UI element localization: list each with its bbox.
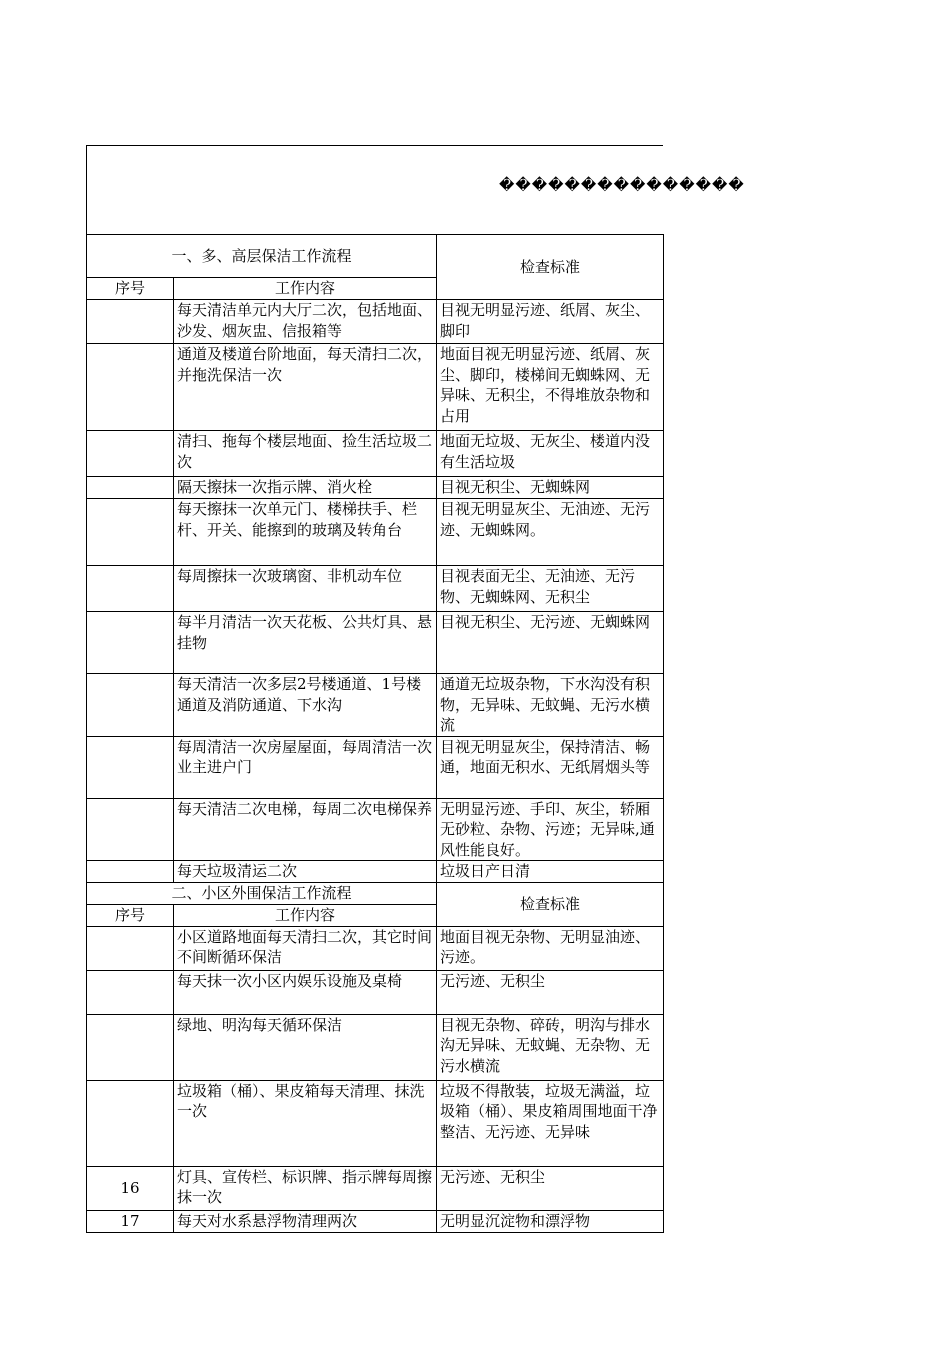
check-standard: 通道无垃圾杂物，下水沟没有积物，无异味、无蚊蝇、无污水横流	[437, 674, 664, 737]
table-row	[87, 674, 664, 737]
table-row	[87, 1014, 664, 1080]
work-content: 每天清洁单元内大厅二次，包括地面、沙发、烟灰盅、信报箱等	[174, 300, 437, 344]
check-standard: 目视无明显污迹、纸屑、灰尘、脚印	[437, 300, 664, 344]
column-header-no: 序号	[87, 278, 174, 300]
table-row	[87, 1210, 664, 1232]
table-row	[87, 300, 664, 344]
table-row	[87, 926, 664, 970]
table-row	[87, 861, 664, 883]
table-row	[87, 344, 664, 431]
section-heading-row	[87, 882, 664, 904]
check-standard: 目视无积尘、无污迹、无蜘蛛网	[437, 612, 664, 674]
row-number	[87, 1080, 174, 1166]
row-number	[87, 736, 174, 798]
table-row	[87, 1080, 664, 1166]
work-content: 每天对水系悬浮物清理两次	[174, 1210, 437, 1232]
table-row	[87, 798, 664, 861]
row-number	[87, 300, 174, 344]
work-content: 小区道路地面每天清扫二次，其它时间不间断循环保洁	[174, 926, 437, 970]
work-content: 每周擦抹一次玻璃窗、非机动车位	[174, 566, 437, 612]
work-content: 每周清洁一次房屋屋面，每周清洁一次业主进户门	[174, 736, 437, 798]
work-content: 每天垃圾清运二次	[174, 861, 437, 883]
check-standard: 无污迹、无积尘	[437, 970, 664, 1014]
row-number	[87, 566, 174, 612]
cleaning-standard-sheet	[86, 145, 745, 1233]
table-row	[87, 566, 664, 612]
row-number	[87, 612, 174, 674]
work-content: 隔天擦抹一次指示牌、消火栓	[174, 477, 437, 499]
row-number	[87, 798, 174, 861]
column-header-content: 工作内容	[174, 278, 437, 300]
check-standard: 目视无积尘、无蜘蛛网	[437, 477, 664, 499]
table-row	[87, 736, 664, 798]
row-number: 17	[87, 1210, 174, 1232]
check-standard: 目视无杂物、碎砖，明沟与排水沟无异味、无蚊蝇、无杂物、无污水横流	[437, 1014, 664, 1080]
row-number	[87, 431, 174, 477]
row-number	[87, 970, 174, 1014]
check-standard: 目视无明显灰尘、无油迹、无污迹、无蜘蛛网。	[437, 499, 664, 566]
check-standard: 目视无明显灰尘，保持清洁、畅通，地面无积水、无纸屑烟头等	[437, 736, 664, 798]
check-standard: 地面目视无明显污迹、纸屑、灰尘、脚印，楼梯间无蜘蛛网、无异味、无积尘，不得堆放杂物和占用	[437, 344, 664, 431]
check-standard: 无污迹、无积尘	[437, 1166, 664, 1210]
work-table	[86, 234, 664, 1233]
row-number	[87, 674, 174, 737]
check-standard: 目视表面无尘、无油迹、无污物、无蜘蛛网、无积尘	[437, 566, 664, 612]
check-standard: 垃圾日产日清	[437, 861, 664, 883]
row-number	[87, 499, 174, 566]
standard-header: 检查标准	[437, 882, 664, 926]
row-number	[87, 926, 174, 970]
row-number	[87, 477, 174, 499]
table-row	[87, 499, 664, 566]
work-content: 灯具、宣传栏、标识牌、指示牌每周擦抹一次	[174, 1166, 437, 1210]
column-header-no: 序号	[87, 904, 174, 926]
check-standard: 地面目视无杂物、无明显油迹、污迹。	[437, 926, 664, 970]
section-heading: 二、小区外围保洁工作流程	[87, 882, 437, 904]
work-content: 通道及楼道台阶地面，每天清扫二次，并拖洗保洁一次	[174, 344, 437, 431]
check-standard: 无明显沉淀物和漂浮物	[437, 1210, 664, 1232]
row-number: 16	[87, 1166, 174, 1210]
work-content: 垃圾箱（桶）、果皮箱每天清理、抹洗一次	[174, 1080, 437, 1166]
section-heading-row	[87, 235, 664, 278]
row-number	[87, 1014, 174, 1080]
work-content: 清扫、拖每个楼层地面、捡生活垃圾二次	[174, 431, 437, 477]
check-standard: 垃圾不得散装，垃圾无满溢，垃圾箱（桶）、果皮箱周围地面干净整洁、无污迹、无异味	[437, 1080, 664, 1166]
work-content: 每天清洁一次多层2号楼通道、1号楼通道及消防通道、下水沟	[174, 674, 437, 737]
work-content: 每天清洁二次电梯，每周二次电梯保养	[174, 798, 437, 861]
work-content: 每半月清洁一次天花板、公共灯具、悬挂物	[174, 612, 437, 674]
standard-header: 检查标准	[437, 235, 664, 300]
table-row	[87, 431, 664, 477]
check-standard: 无明显污迹、手印、灰尘，轿厢无砂粒、杂物、污迹；无异味,通风性能良好。	[437, 798, 664, 861]
table-row	[87, 1166, 664, 1210]
work-content: 每天抹一次小区内娱乐设施及桌椅	[174, 970, 437, 1014]
row-number	[87, 344, 174, 431]
check-standard: 地面无垃圾、无灰尘、楼道内没有生活垃圾	[437, 431, 664, 477]
table-row	[87, 612, 664, 674]
section-heading: 一、多、高层保洁工作流程	[87, 235, 437, 278]
work-content: 每天擦抹一次单元门、楼梯扶手、栏杆、开关、能擦到的玻璃及转角台	[174, 499, 437, 566]
sheet-title: ���������������	[499, 176, 745, 194]
row-number	[87, 861, 174, 883]
work-content: 绿地、明沟每天循环保洁	[174, 1014, 437, 1080]
table-row	[87, 970, 664, 1014]
title-area	[86, 145, 745, 234]
column-header-content: 工作内容	[174, 904, 437, 926]
table-row	[87, 477, 664, 499]
